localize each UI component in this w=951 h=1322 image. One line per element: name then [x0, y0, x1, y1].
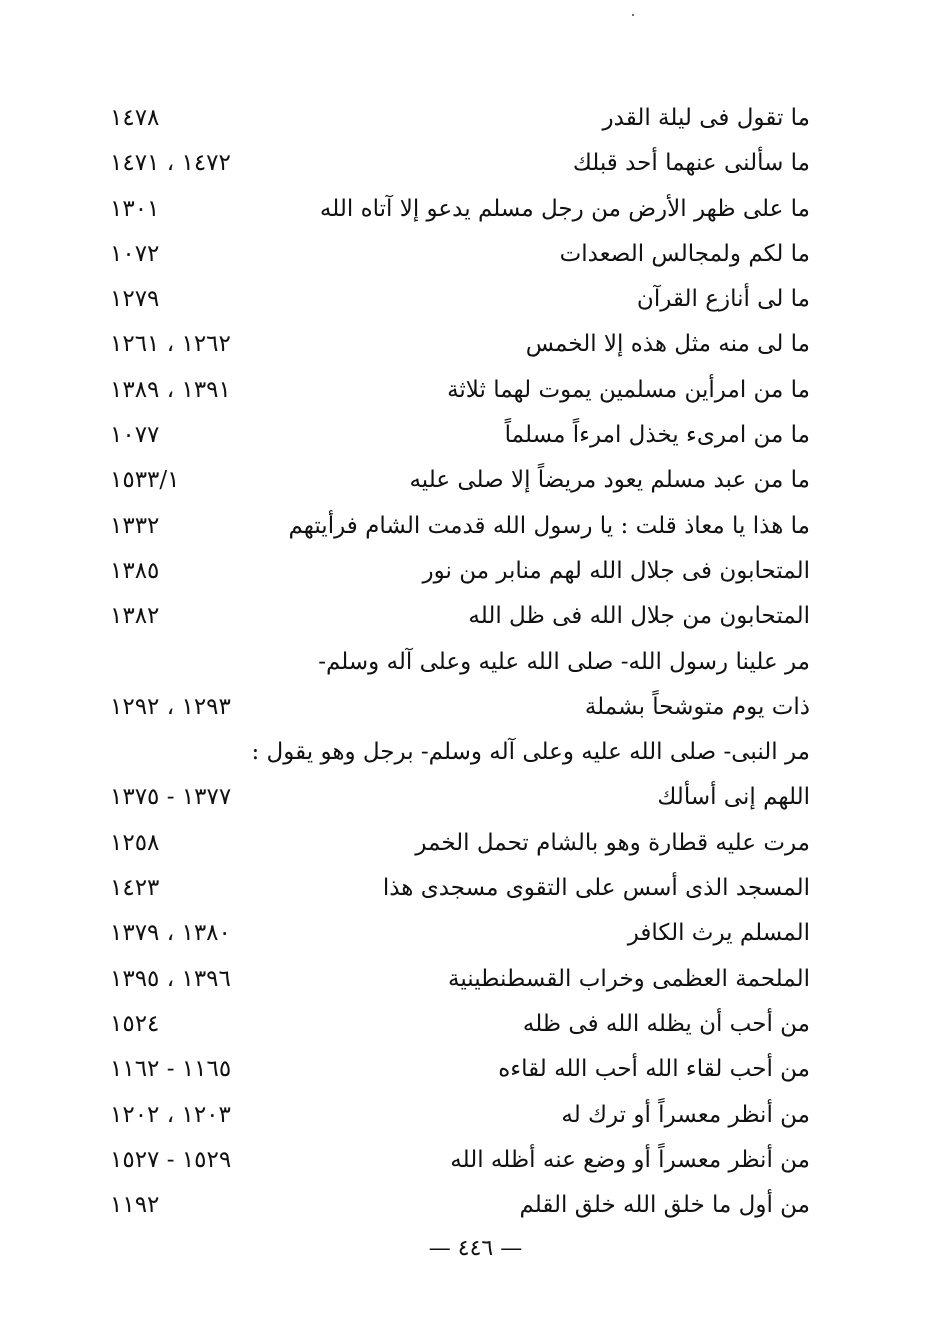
entry-text: ما سألنى عنهما أحد قبلك	[572, 150, 810, 177]
index-entry	[110, 96, 810, 141]
index-entry	[110, 232, 810, 277]
index-entry	[110, 458, 810, 503]
entry-text: ما تقول فى ليلة القدر	[602, 105, 810, 131]
entry-refs: ١٣٧٧ - ١٣٧٥	[110, 784, 232, 811]
entry-refs: ١٤٧٨	[110, 105, 160, 131]
index-entry	[110, 322, 810, 367]
entry-refs: ١٣٠١	[110, 195, 160, 222]
entry-text: ما من امرىء يخذل امرءاً مسلماً	[504, 422, 810, 449]
index-entry	[110, 187, 810, 232]
entry-text: المتحابون فى جلال الله لهم منابر من نور	[422, 557, 810, 584]
index-entry	[110, 1183, 810, 1228]
entry-text: ما من عبد مسلم يعود مريضاً إلا صلى عليه	[409, 467, 810, 494]
index-entry	[110, 1002, 810, 1047]
entry-text: ما هذا يا معاذ قلت : يا رسول الله قدمت الشام فرأيتهم	[288, 512, 810, 539]
entry-text: المسجد الذى أسس على التقوى مسجدى هذا	[382, 875, 810, 902]
entry-text: ما من امرأين مسلمين يموت لهما ثلاثة	[447, 376, 810, 403]
entry-text: مرت عليه قطارة وهو بالشام تحمل الخمر	[415, 829, 810, 856]
entry-text: من أنظر معسراً أو ترك له	[561, 1101, 810, 1128]
index-entry	[110, 594, 810, 639]
entry-refs: ١٠٧٧	[110, 422, 160, 449]
index-entry	[110, 821, 810, 866]
entry-refs: ١٣٩١ ، ١٣٨٩	[110, 376, 231, 403]
entry-refs: ١٣٩٦ ، ١٣٩٥	[110, 965, 231, 992]
entry-text: مر النبى- صلى الله عليه وعلى آله وسلم- برجل وهو يقول :	[251, 739, 810, 766]
index-entry	[110, 277, 810, 322]
entry-text: من أحب لقاء الله أحب الله لقاءه	[498, 1056, 810, 1083]
entry-refs: ١٢٥٨	[110, 829, 160, 856]
entry-refs: ١٢٠٣ ، ١٢٠٢	[110, 1101, 231, 1128]
index-entry	[110, 1047, 810, 1092]
entry-text: ما لكم ولمجالس الصعدات	[559, 240, 810, 267]
entry-text: الملحمة العظمى وخراب القسطنطينية	[448, 965, 810, 992]
index-entry	[110, 368, 810, 413]
entry-text: من أنظر معسراً أو وضع عنه أظله الله	[450, 1146, 810, 1173]
index-entry	[110, 141, 810, 186]
entry-text: ما على ظهر الأرض من رجل مسلم يدعو إلا آتاه الله	[319, 195, 810, 222]
entry-text: ذات يوم متوشحاً بشملة	[584, 693, 810, 720]
entry-refs: ١٣٨٥	[110, 557, 160, 584]
entry-text: ما لى منه مثل هذه إلا الخمس	[525, 331, 810, 358]
index-entry	[110, 730, 810, 775]
entry-text: اللهم إنى أسألك	[657, 784, 810, 811]
entry-refs: ١٥٢٩ - ١٥٢٧	[110, 1146, 232, 1173]
entry-text: من أحب أن يظله الله فى ظله	[522, 1010, 810, 1037]
index-entry	[110, 1138, 810, 1183]
print-speck	[632, 14, 634, 16]
entry-refs: ١١٩٢	[110, 1192, 160, 1219]
index-entry	[110, 413, 810, 458]
entry-refs: ١٢٧٩	[110, 286, 160, 313]
entry-refs: ١٤٧٢ ، ١٤٧١	[110, 150, 231, 177]
index-entry	[110, 549, 810, 594]
index-entry	[110, 685, 810, 730]
index-entry	[110, 1093, 810, 1138]
index-entry	[110, 911, 810, 956]
page-number: — ٤٤٦ —	[428, 1236, 523, 1261]
entry-refs: ١٥٢٤	[110, 1010, 160, 1037]
entry-refs: ١٥٣٣/١	[110, 467, 180, 494]
entry-refs: ١١٦٥ - ١١٦٢	[110, 1056, 232, 1083]
index-entry	[110, 775, 810, 820]
entry-text: المسلم يرث الكافر	[627, 920, 810, 947]
entry-text: المتحابون من جلال الله فى ظل الله	[468, 603, 810, 630]
index-entry	[110, 957, 810, 1002]
entry-text: ما لى أنازع القرآن	[636, 286, 810, 313]
index-entry	[110, 504, 810, 549]
entry-refs: ١٣٣٢	[110, 512, 160, 539]
entry-refs: ١٤٢٣	[110, 875, 160, 902]
entry-refs: ١٢٩٣ ، ١٢٩٢	[110, 693, 231, 720]
entry-refs: ١٣٨٢	[110, 603, 160, 630]
index-entry	[110, 640, 810, 685]
entry-refs: ١٢٦٢ ، ١٢٦١	[110, 331, 231, 358]
index-entry	[110, 866, 810, 911]
entry-text: من أول ما خلق الله خلق القلم	[519, 1192, 810, 1219]
entry-refs: ١٠٧٢	[110, 240, 160, 267]
entry-text: مر علينا رسول الله- صلى الله عليه وعلى آله وسلم-	[318, 648, 810, 675]
entry-refs: ١٣٨٠ ، ١٣٧٩	[110, 920, 231, 947]
index-entries-list	[110, 96, 810, 1228]
